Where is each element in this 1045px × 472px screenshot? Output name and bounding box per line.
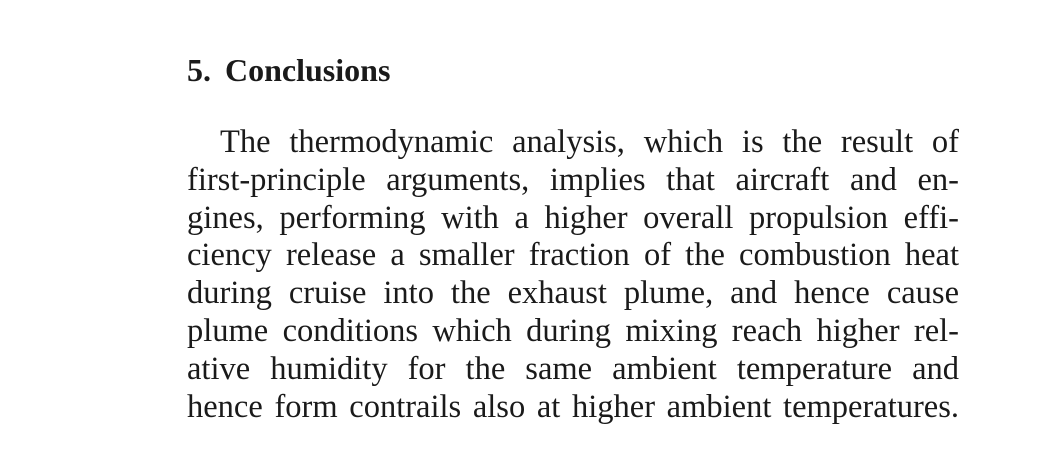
paragraph-line: ative humidity for the same ambient temperature and bbox=[187, 350, 959, 387]
section-number: 5. bbox=[187, 52, 211, 88]
paragraph-line: hence form contrails also at higher ambient temperatures. bbox=[187, 388, 959, 425]
conclusions-paragraph bbox=[187, 124, 959, 426]
paragraph-line: plume conditions which during mixing reach higher rel- bbox=[187, 312, 959, 349]
paragraph-line: during cruise into the exhaust plume, and hence cause bbox=[187, 275, 959, 312]
section-heading bbox=[187, 50, 390, 90]
paragraph-line: The thermodynamic analysis, which is the result of bbox=[220, 124, 959, 160]
section-title: Conclusions bbox=[225, 52, 391, 88]
paragraph-line: first-principle arguments, implies that aircraft and en- bbox=[187, 161, 959, 198]
paragraph-line: ciency release a smaller fraction of the combustion heat bbox=[187, 237, 959, 274]
paper-page bbox=[187, 0, 959, 472]
paragraph-line: gines, performing with a higher overall propulsion effi- bbox=[187, 199, 959, 236]
